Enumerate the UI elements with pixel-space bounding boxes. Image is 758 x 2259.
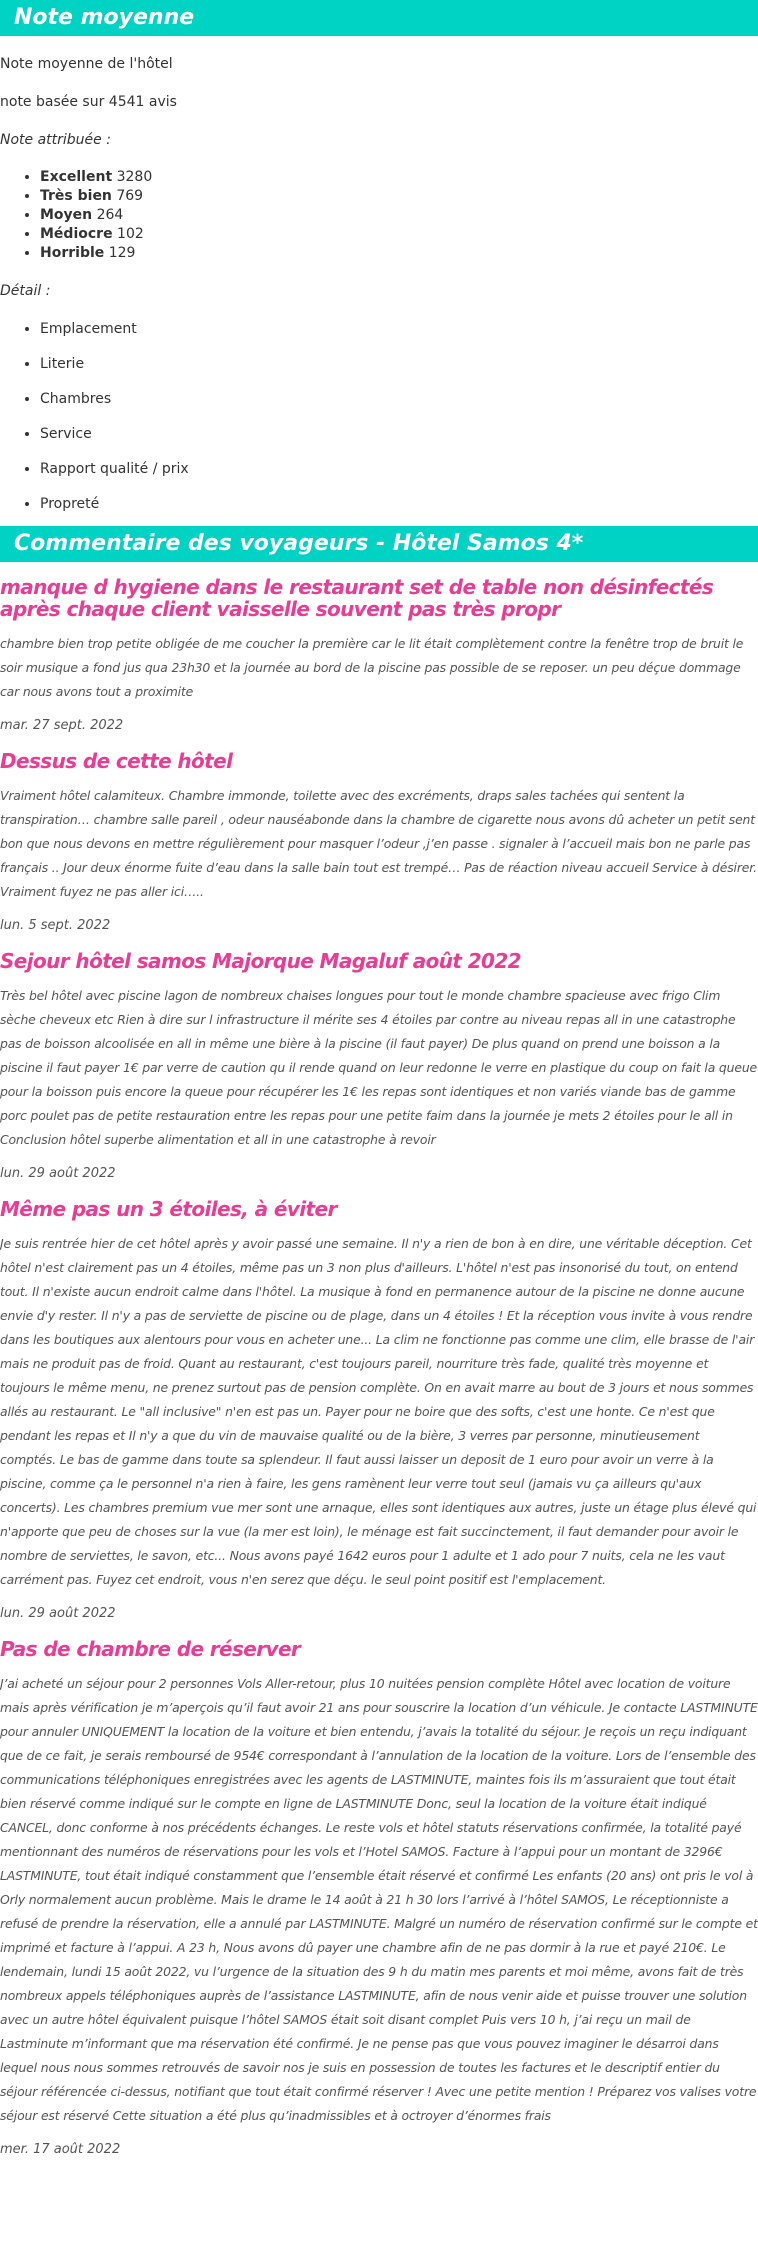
rating-count: 769 [116,188,144,204]
review-body: Je suis rentrée hier de cet hôtel après y avoir passé une semaine. Il n'y a rien de bon à en dire, une véritable déception. Cet hôtel n'est clairement pas un 4 étoiles, même pas un 3 non plus d'ailleurs. L'hôtel n'est pas insonorisé du tout, on entend tout. Il n'existe aucun endroit calme dans l'hôtel. La musique à fond en permanence autour de la piscine ne donne aucune envie d'y rester. Il n'y a pas de serviette de piscine ou de plage, dans un 4 étoiles ! Et la réception vous invite à vous rendre dans les boutiques aux alentours pour vous en acheter une... La clim ne fonctionne pas comme une clim, elle brasse de l'air mais ne produit pas de froid. Quant au restaurant, c'est toujours pareil, nourriture très fade, qualité très moyenne et toujours le même menu, ne prenez surtout pas de pension complète. On en avait marre au bout de 3 jours et nous sommes allés au restaurant. Le "all inclusive" n'en est pas un. Payer pour ne boire que des softs, c'est une honte. Ce n'est que pendant les repas et Il n'y a que du vin de mauvaise qualité ou de la bière, 3 verres par personne, minutieusement comptés. Le bas de gamme dans toute sa splendeur. Il faut aussi laisser un deposit de 1 euro pour avoir un verre à la piscine, comme ça le personnel n'a rien à faire, les gens ramènent leur verre tout seul (jamais vu ça ailleurs qu'aux concerts). Les chambres premium vue mer sont une arnaque, elles sont identiques aux autres, juste un étage plus élevé qui n'apporte que peu de choses sur la vue (la mer est loin), le ménage est fait succinctement, il faut demander pour avoir le nombre de serviettes, le savon, etc... Nous avons payé 1642 euros pour 1 adulte et 1 ado pour 7 nuits, cela ne les vaut carrément pas. Fuyez cet endroit, vous n'en serez que déçu. le seul point positif est l'emplacement. [0,1236,757,1587]
detail-service: • Service [40,424,758,444]
rating-label: Très bien [40,188,112,204]
review-item [0,950,758,1184]
rating-mediocre [40,225,758,244]
detail-label: Détail : [0,283,51,299]
rating-label: Excellent [40,169,113,185]
review-title: manque d hygiene dans le restaurant set de table non désinfectés après chaque client vaisselle souvent pas très propr [0,575,714,621]
hotel-average-label: Note moyenne de l'hôtel [0,56,173,72]
review-body: Très bel hôtel avec piscine lagon de nombreux chaises longues pour tout le monde chambre spacieuse avec frigo Clim sèche cheveux etc Rien à dire sur l infrastructure il mérite ses 4 étoiles par contre au niveau repas all in une catastrophe pas de boisson alcoolisée en all in même une bière à la piscine (il faut payer) De plus quand on prend une boisson a la piscine il faut payer 1€ par verre de caution qu il rende quand on leur redonne le verre en plastique du coup on fait la queue pour la boisson puis encore la queue pour récupérer les 1€ les repas sont identiques et non variés viande bas de gamme porc poulet pas de petite restauration entre les repas pour une petite faim dans la journée je mets 2 étoiles pour le all in Conclusion hôtel superbe alimentation et all in une catastrophe à revoir [0,988,757,1147]
reviews-section-title: Commentaire des voyageurs - Hôtel Samos 4* [0,526,758,562]
rating-label: Moyen [40,207,93,223]
review-title: Même pas un 3 étoiles, à éviter [0,1197,337,1221]
rating-tres-bien [40,187,758,206]
rating-distribution [0,168,758,263]
rating-count: 129 [108,245,136,261]
rating-horrible [40,244,758,263]
given-rating-label: Note attribuée : [0,132,111,148]
rating-count: 102 [117,226,144,242]
review-item [0,576,758,736]
rating-label: Horrible [40,245,105,261]
review-item [0,1638,758,2160]
rating-count: 264 [96,207,124,223]
review-body: chambre bien trop petite obligée de me coucher la première car le lit était complètement contre la fenêtre trop de bruit le soir musique a fond jus qua 23h30 et la journée au bord de la piscine pas possible de se reposer. un peu déçue dommage car nous avons tout a proximite [0,636,744,699]
review-count: note basée sur 4541 avis [0,94,177,110]
review-item [0,1198,758,1624]
review-title: Pas de chambre de réserver [0,1637,301,1661]
reviews-section [0,526,758,2160]
detail-proprete: • Propreté [40,494,758,514]
review-date: mar. 27 sept. 2022 [0,718,124,733]
rating-count: 3280 [116,169,153,185]
detail-chambres: • Chambres [40,389,758,409]
review-title: Dessus de cette hôtel [0,749,233,773]
detail-emplacement: • Emplacement [40,319,758,339]
review-body: Vraiment hôtel calamiteux. Chambre immonde, toilette avec des excréments, draps sales tachées qui sentent la transpiration… chambre salle pareil , odeur nauséabonde dans la chambre de cigarette nous avons dû acheter un petit sent bon que nous devons en mettre régulièrement pour masquer l’odeur ,j’en passe . signaler à l’accueil mais bon ne parle pas français .. Jour deux énorme fuite d’eau dans la salle bain tout est trempé… Pas de réaction niveau accueil Service à désirer. Vraiment fuyez ne pas aller ici….. [0,788,757,899]
review-body: J’ai acheté un séjour pour 2 personnes Vols Aller-retour, plus 10 nuitées pension complète Hôtel avec location de voiture mais après vérification je m’aperçois qu’il faut avoir 21 ans pour souscrire la location d’un véhicule. Je contacte LASTMINUTE pour annuler UNIQUEMENT la location de la voiture et bien entendu, j’avais la totalité du séjour. Je reçois un reçu indiquant que de ce fait, je serais remboursé de 954€ correspondant à l’annulation de la location de la voiture. Lors de l’ensemble des communications téléphoniques enregistrées avec les agents de LASTMINUTE, maintes fois ils m’assuraient que tout était bien réservé comme indiqué sur le compte en ligne de LASTMINUTE Donc, seul la location de la voiture était indiqué CANCEL, donc conforme à nos précédents échanges. Le reste vols et hôtel statuts réservations confirmée, la totalité payé mentionnant des numéros de réservations pour les vols et l’Hotel SAMOS. Facture à l’appui pour un montant de 3296€ LASTMINUTE, tout était indiqué constamment que l’ensemble était réservé et confirmé Les enfants (20 ans) ont pris le vol à Orly normalement aucun problème. Mais le drame le 14 août à 21 h 30 lors l’arrivé à l’hôtel SAMOS, Le réceptionniste a refusé de prendre la réservation, elle a annulé par LASTMINUTE. Malgré un numéro de réservation confirmé sur le compte et imprimé et facture à l’appui. A 23 h, Nous avons dû payer une chambre afin de ne pas dormir à la rue et payé 210€. Le lendemain, lundi 15 août 2022, vu l’urgence de la situation des 9 h du matin mes parents et moi même, avons fait de très nombreux appels téléphoniques auprès de l’assistance LASTMINUTE, afin de nous venir aide et puisse trouver une solution avec un autre hôtel équivalent puisque l’hôtel SAMOS était soit disant complet Puis vers 10 h, j’ai reçu un mail de Lastminute m’informant que ma réservation été confirmé. Je ne pense pas que vous pouvez imaginer le désarroi dans lequel nous nous sommes retrouvés de savoir nos je suis en possession de toutes les factures et le descriptif entier du séjour référencée ci-dessus, notifiant que tout était confirmé réserver ! Avec une petite mention ! Préparez vos valises votre séjour est réservé Cette situation a été plus qu’inadmissibles et à octroyer d’énormes frais [0,1676,758,2123]
rating-excellent [40,168,758,187]
review-date: lun. 5 sept. 2022 [0,918,111,933]
rating-label: Médiocre [40,226,113,242]
rating-section [0,0,758,514]
review-date: lun. 29 août 2022 [0,1166,116,1181]
detail-rapport-qualite-prix: • Rapport qualité / prix [40,459,758,479]
review-title: Sejour hôtel samos Majorque Magaluf août 2022 [0,949,521,973]
detail-list [0,319,758,514]
review-date: mer. 17 août 2022 [0,2142,121,2157]
review-date: lun. 29 août 2022 [0,1606,116,1621]
review-item [0,750,758,936]
rating-section-title: Note moyenne [0,0,758,36]
rating-moyen [40,206,758,225]
detail-literie: • Literie [40,354,758,374]
